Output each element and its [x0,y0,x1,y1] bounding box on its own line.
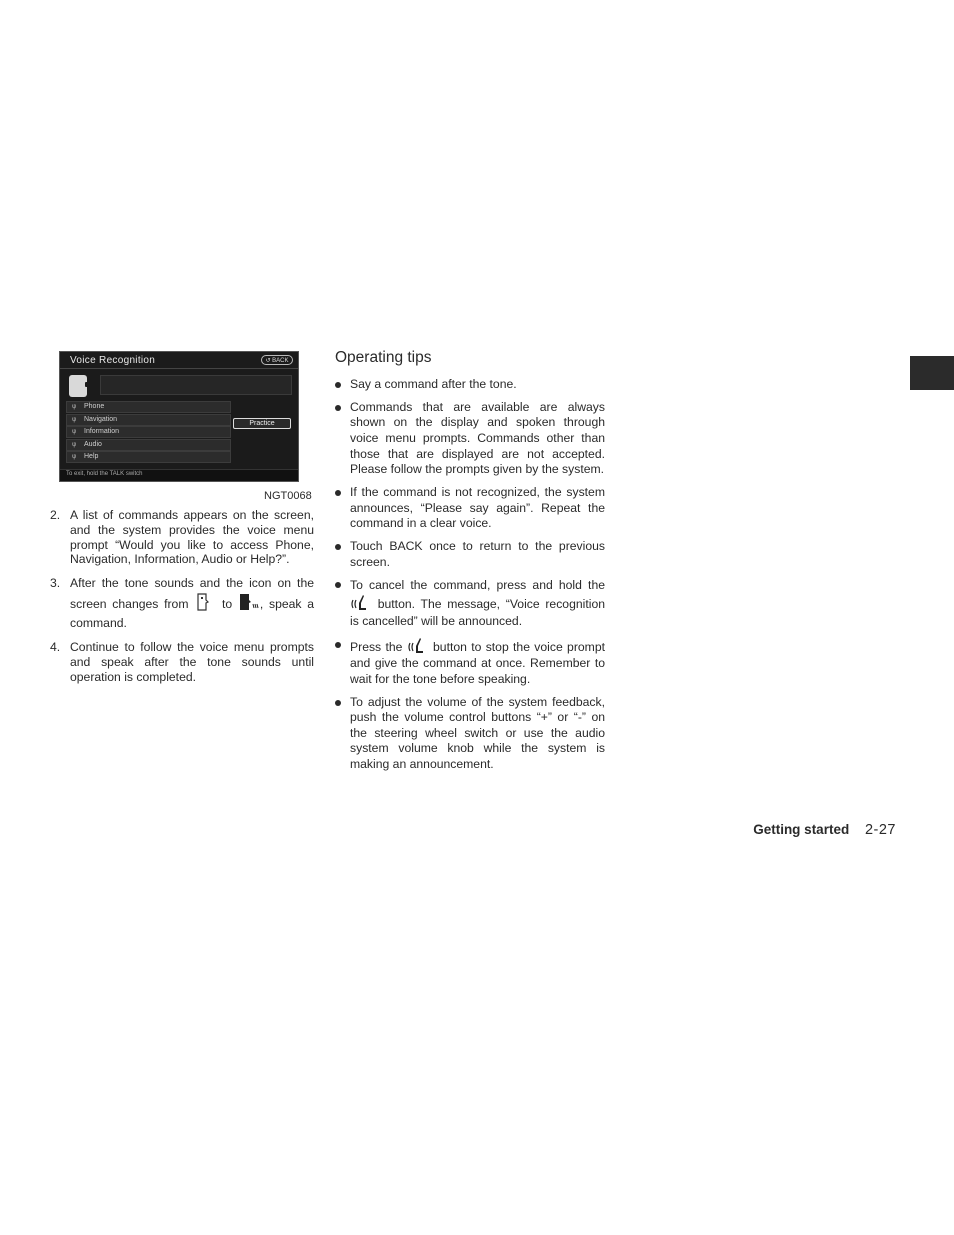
screen-title: Voice Recognition [70,355,156,366]
step-3 [50,574,314,633]
tip-text: If the command is not recognized, the system announces, “Please say again”. Repeat the command in a clear voice. [350,484,605,531]
step-text: Continue to follow the voice menu prompts and speak after the tone sounds until operation is completed. [70,640,314,684]
chapter-tab [910,356,954,390]
tip-text: To adjust the volume of the system feedback, push the volume control buttons “+” or “-” on the steering wheel switch or use the audio system volume knob while the system is making an announcement. [350,694,605,772]
voice-command-icon: ψ [72,429,77,435]
voice-command-icon: ψ [72,454,77,460]
tip-item [335,539,605,570]
tip-text-b: button. The message, “Voice recognition is cancelled” will be announced. [350,597,605,629]
bullet-icon [335,700,341,706]
step-text: A list of commands appears on the screen, and the system provides the voice menu prompt “Would you like to access Phone, Navigation, Information, Audio or Help?”. [70,508,314,567]
talk-switch-icon [350,594,372,611]
talk-switch-icon [407,637,429,654]
page-number: 2-27 [864,822,896,838]
tip-text-b: button to stop the voice prompt and give the command at once. Remember to wait for the tone before speaking. [350,640,605,687]
step-2 [50,508,314,567]
prompt-bar [100,375,292,395]
command-item-information[interactable]: ψ Information [66,426,231,438]
tip-text: Touch BACK once to return to the previous screen. [350,538,605,569]
step-text-a: After the tone sounds and the icon on the screen changes from [70,576,314,612]
tip-item [335,485,605,532]
tip-item [335,377,605,393]
tip-item [335,577,605,630]
back-label: BACK [272,358,289,364]
tips-heading: Operating tips [335,349,432,366]
command-item-audio[interactable]: ψ Audio [66,439,231,451]
voice-listening-icon [238,593,260,611]
tips-list [335,377,605,780]
title-divider [60,368,298,369]
tip-text-a: Press the [350,640,403,655]
bullet-icon [335,544,341,550]
footer-hint: To exit, hold the TALK switch [66,471,143,477]
figure-caption: NGT0068 [264,490,312,502]
voice-recognition-screenshot [59,351,299,482]
command-list [66,401,231,464]
voice-command-icon: ψ [72,441,77,448]
voice-idle-icon [194,593,216,611]
bullet-icon [335,405,341,411]
page-footer [753,822,896,838]
bullet-icon [335,490,341,496]
command-item-help[interactable]: ψ Help [66,451,231,463]
step-4 [50,640,314,684]
command-item-phone[interactable]: ψ Phone [66,401,231,413]
practice-button[interactable]: Practice [233,418,291,429]
bullet-icon [335,642,341,648]
section-title: Getting started [753,822,850,837]
voice-command-icon: ψ [72,416,77,423]
screen-footer [60,469,298,481]
command-item-navigation[interactable]: ψ Navigation [66,414,231,426]
bullet-icon [335,582,341,588]
step-number: 3. [50,576,61,591]
voice-command-icon: ψ [72,404,77,410]
back-arrow-icon: ↺ [265,358,271,364]
tip-item [335,695,605,773]
step-text-c: , speak a command. [70,597,314,631]
bullet-icon [335,382,341,388]
tip-item [335,637,605,687]
tip-item [335,400,605,478]
tip-text-a: To cancel the command, press and hold the [350,578,605,593]
tip-text: Say a command after the tone. [350,377,517,391]
back-button[interactable] [261,355,293,365]
step-number: 4. [50,640,61,655]
step-number: 2. [50,508,61,522]
step-text-b: to [221,597,233,612]
step-list [50,508,314,692]
voice-head-icon [69,375,87,397]
tip-text: Commands that are available are always shown on the display and spoken through voice menu prompts. Commands other than those that are displayed are not accepted. Please follow the prompts given by the system. [350,399,605,477]
